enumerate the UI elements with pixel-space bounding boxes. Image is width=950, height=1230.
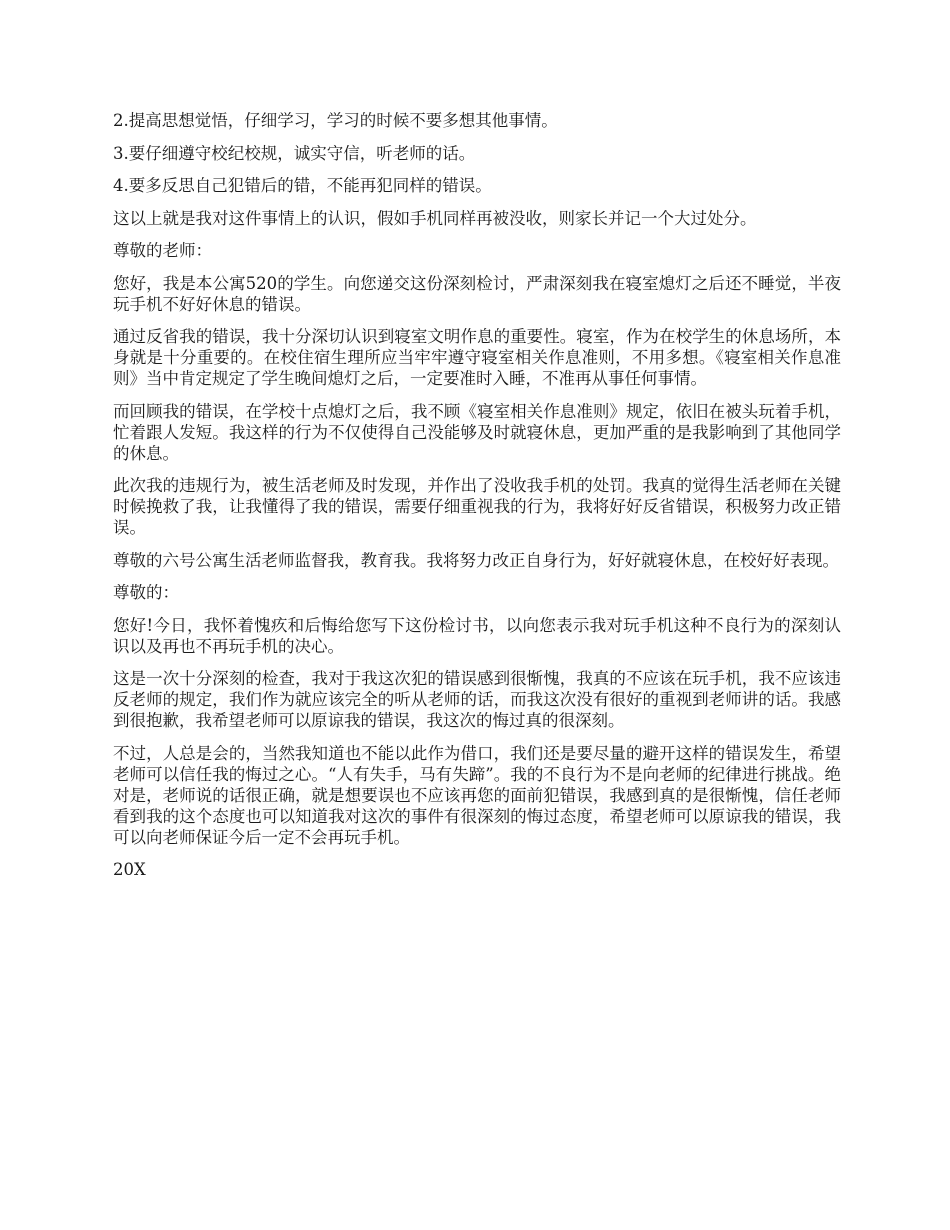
- paragraph-promise: 不过，人总是会的，当然我知道也不能以此作为借口，我们还是要尽量的避开这样的错误发生，希望老师可以信任我的悔过之心。“人有失手，马有失蹄”。我的不良行为不是向老师的纪律进行挑战。绝对是，老师说的话很正确，就是想要误也不应该再您的面前犯错误，我感到真的是很惭愧，信任老师看到我的这个态度也可以知道我对这次的事件有很深刻的悔过态度，希望老师可以原谅我的错误，我可以向老师保证今后一定不会再玩手机。: [113, 743, 841, 847]
- paragraph-greeting: 您好，我是本公寓520的学生。向您递交这份深刻检讨，严肃深刻我在寝室熄灯之后还不睡觉，半夜玩手机不好好休息的错误。: [113, 273, 841, 314]
- paragraph-commitment: 尊敬的六号公寓生活老师监督我，教育我。我将努力改正自身行为，好好就寝休息，在校好好表现。: [113, 550, 839, 570]
- paragraph-summary: 这以上就是我对这件事情上的认识，假如手机同样再被没收，则家长并记一个大过处分。: [113, 208, 757, 228]
- document-page: [113, 110, 841, 892]
- paragraph-review: 而回顾我的错误，在学校十点熄灯之后，我不顾《寝室相关作息准则》规定，依旧在被头玩着手机，忙着跟人发短。我这样的行为不仅使得自己没能够及时就寝休息，更加严重的是我影响到了其他同学的休息。: [113, 401, 841, 463]
- paragraph-item-2: 2.提高思想觉悟，仔细学习，学习的时候不要多想其他事情。: [113, 111, 558, 130]
- paragraph-item-4: 4.要多反思自己犯错后的错，不能再犯同样的错误。: [113, 176, 492, 195]
- date-line: 20X: [113, 860, 146, 879]
- paragraph-apology-intro: 您好!今日，我怀着愧疚和后悔给您写下这份检讨书，以向您表示我对玩手机这种不良行为的深刻认识以及再也不再玩手机的决心。: [113, 615, 841, 656]
- paragraph-self-check: 这是一次十分深刻的检查，我对于我这次犯的错误感到很惭愧，我真的不应该在玩手机，我不应该违反老师的规定，我们作为就应该完全的听从老师的话，而我这次没有很好的重视到老师讲的话。我感到很抱歉，我希望老师可以原谅我的错误，我这次的悔过真的很深刻。: [113, 669, 841, 730]
- salutation-respected: 尊敬的：: [113, 583, 179, 602]
- salutation-teacher: 尊敬的老师：: [113, 241, 212, 260]
- paragraph-reflection: 通过反省我的错误，我十分深切认识到寝室文明作息的重要性。寝室，作为在校学生的休息场所，本身就是十分重要的。在校住宿生理所应当牢牢遵守寝室相关作息准则，不用多想。《寝室相关作息准则》当中肯定规定了学生晚间熄灯之后，一定要准时入睡，不准再从事任何事情。: [113, 327, 841, 388]
- paragraph-item-3: 3.要仔细遵守校纪校规，诚实守信，听老师的话。: [113, 143, 476, 163]
- paragraph-violation: 此次我的违规行为，被生活老师及时发现，并作出了没收我手机的处罚。我真的觉得生活老师在关键时候挽救了我，让我懂得了我的错误，需要仔细重视我的行为，我将好好反省错误，积极努力改正错误。: [113, 476, 841, 537]
